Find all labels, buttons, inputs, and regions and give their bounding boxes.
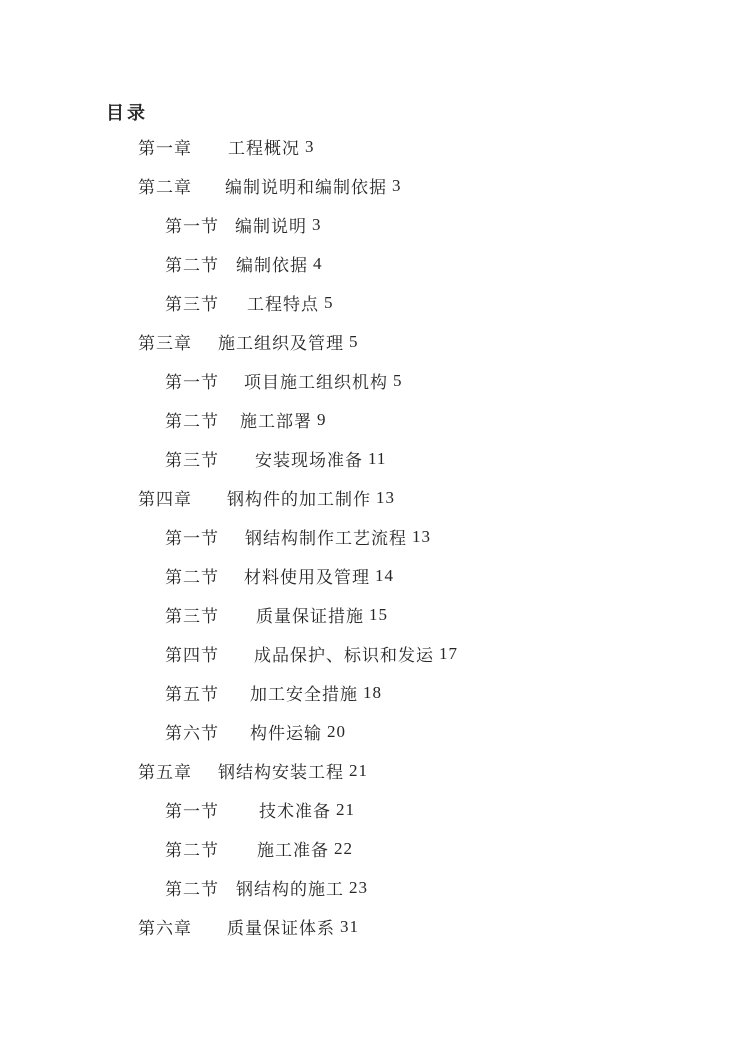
toc-entry-title: 加工安全措施 — [250, 685, 358, 704]
toc-entry-title: 项目施工组织机构 — [244, 373, 388, 392]
toc-entry-label: 第四章 — [138, 490, 192, 509]
toc-entry — [0, 712, 744, 751]
toc-entry-title: 材料使用及管理 — [244, 568, 370, 587]
toc-entry-page: 5 — [324, 292, 334, 312]
toc-entry-page: 18 — [363, 682, 382, 702]
toc-entry-page: 23 — [349, 877, 368, 897]
toc-entry — [0, 673, 744, 712]
toc-entry — [0, 907, 744, 946]
toc-entry-page: 13 — [376, 487, 395, 507]
toc-entry-page: 3 — [305, 136, 315, 156]
toc-entry-title: 施工组织及管理 — [218, 334, 344, 353]
toc-entry-page: 3 — [312, 214, 322, 234]
toc-entry — [0, 439, 744, 478]
toc-entry — [0, 361, 744, 400]
toc-entry-page: 21 — [336, 799, 355, 819]
toc-entry-page: 5 — [393, 370, 403, 390]
toc-entry-label: 第三节 — [165, 451, 219, 470]
toc-entry-label: 第二节 — [165, 412, 219, 431]
toc-entry-title: 编制说明 — [235, 217, 307, 236]
toc-entry-title: 施工部署 — [240, 412, 312, 431]
toc-entry-page: 22 — [334, 838, 353, 858]
toc-entry — [0, 244, 744, 283]
toc-entry-label: 第五章 — [138, 763, 192, 782]
toc-entry-title: 编制依据 — [236, 256, 308, 275]
toc-entry-page: 14 — [375, 565, 394, 585]
toc-entry-label: 第四节 — [165, 646, 219, 665]
toc-entry-title: 工程特点 — [247, 295, 319, 314]
toc-entry — [0, 517, 744, 556]
toc-entry-title: 钢结构的施工 — [236, 880, 344, 899]
toc-entry-title: 钢构件的加工制作 — [227, 490, 371, 509]
toc-entry-label: 第二节 — [165, 841, 219, 860]
toc-entry-label: 第三节 — [165, 607, 219, 626]
toc-entry-title: 编制说明和编制依据 — [225, 178, 387, 197]
toc-entry-title: 工程概况 — [228, 139, 300, 158]
toc-entry-page: 20 — [327, 721, 346, 741]
toc-entry-title: 质量保证体系 — [227, 919, 335, 938]
toc-entry-page: 15 — [369, 604, 388, 624]
toc-entry-title: 施工准备 — [257, 841, 329, 860]
toc-entry-title: 质量保证措施 — [256, 607, 364, 626]
toc-entry-page: 21 — [349, 760, 368, 780]
toc-entry — [0, 400, 744, 439]
toc-list — [0, 127, 744, 946]
toc-entry-page: 11 — [368, 448, 387, 468]
toc-entry-page: 4 — [313, 253, 323, 273]
toc-entry — [0, 478, 744, 517]
toc-entry-label: 第一节 — [165, 217, 219, 236]
toc-entry — [0, 751, 744, 790]
toc-entry-page: 5 — [349, 331, 359, 351]
toc-entry-page: 9 — [317, 409, 327, 429]
toc-entry-page: 13 — [412, 526, 431, 546]
toc-entry — [0, 322, 744, 361]
toc-entry-page: 31 — [340, 916, 359, 936]
toc-entry-label: 第一节 — [165, 529, 219, 548]
toc-entry-label: 第二章 — [138, 178, 192, 197]
toc-entry — [0, 634, 744, 673]
toc-entry — [0, 829, 744, 868]
toc-entry-title: 安装现场准备 — [255, 451, 363, 470]
toc-entry-label: 第一节 — [165, 373, 219, 392]
toc-entry-label: 第五节 — [165, 685, 219, 704]
toc-entry — [0, 205, 744, 244]
toc-entry — [0, 127, 744, 166]
toc-entry — [0, 556, 744, 595]
toc-entry — [0, 790, 744, 829]
toc-entry-page: 17 — [439, 643, 458, 663]
toc-entry-title: 构件运输 — [250, 724, 322, 743]
toc-entry-label: 第一节 — [165, 802, 219, 821]
toc-entry — [0, 166, 744, 205]
toc-entry-label: 第六节 — [165, 724, 219, 743]
toc-entry-title: 钢结构安装工程 — [218, 763, 344, 782]
toc-entry — [0, 868, 744, 907]
toc-entry-label: 第二节 — [165, 880, 219, 899]
toc-entry-page: 3 — [392, 175, 402, 195]
toc-entry-title: 钢结构制作工艺流程 — [245, 529, 407, 548]
toc-entry-label: 第二节 — [165, 256, 219, 275]
toc-entry-label: 第一章 — [138, 139, 192, 158]
toc-entry-label: 第三章 — [138, 334, 192, 353]
toc-entry-label: 第六章 — [138, 919, 192, 938]
toc-entry-label: 第三节 — [165, 295, 219, 314]
toc-entry-title: 技术准备 — [259, 802, 331, 821]
toc-entry-label: 第二节 — [165, 568, 219, 587]
toc-heading: 目录 — [106, 103, 148, 123]
toc-entry — [0, 283, 744, 322]
toc-entry-title: 成品保护、标识和发运 — [254, 646, 434, 665]
toc-entry — [0, 595, 744, 634]
